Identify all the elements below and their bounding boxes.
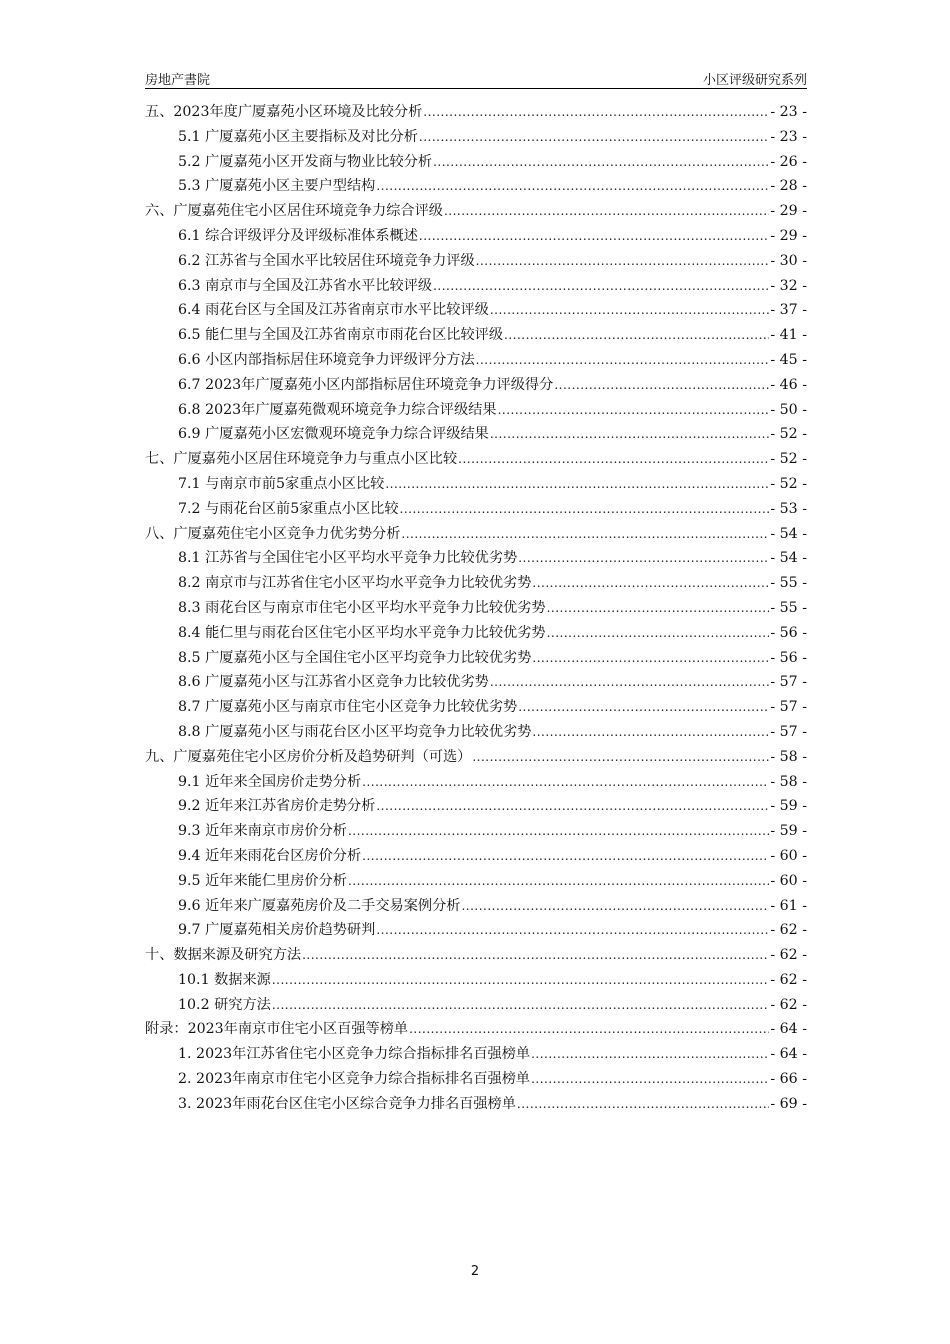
toc-entry-title: 九、广厦嘉苑住宅小区房价分析及趋势研判（可选）: [145, 748, 472, 765]
toc-dot-leader: [490, 670, 770, 695]
toc-section-entry[interactable]: [145, 770, 807, 795]
toc-entry-title: 6.1 综合评级评分及评级标准体系概述: [178, 227, 418, 244]
toc-dot-leader: [504, 323, 769, 348]
toc-entry-page: - 29 -: [770, 227, 807, 244]
toc-dot-leader: [554, 373, 769, 398]
toc-entry-title: 8.7 广厦嘉苑小区与南京市住宅小区竞争力比较优劣势: [178, 699, 518, 716]
toc-entry-title: 6.6 小区内部指标居住环境竞争力评级评分方法: [178, 351, 475, 368]
toc-section-entry[interactable]: [145, 646, 807, 671]
toc-dot-leader: [517, 1092, 769, 1117]
toc-entry-title: 8.5 广厦嘉苑小区与全国住宅小区平均竞争力比较优劣势: [178, 649, 532, 666]
toc-entry-title: 10.1 数据来源: [178, 971, 271, 988]
toc-section-entry[interactable]: [145, 844, 807, 869]
toc-section-entry[interactable]: [145, 125, 807, 150]
toc-entry-page: - 59 -: [770, 823, 807, 840]
toc-section-entry[interactable]: [145, 968, 807, 993]
toc-entry-page: - 62 -: [770, 996, 807, 1013]
toc-dot-leader: [547, 596, 770, 621]
toc-section-entry[interactable]: [145, 348, 807, 373]
toc-dot-leader: [272, 993, 769, 1018]
toc-entry-title: 6.2 江苏省与全国水平比较居住环境竞争力评级: [178, 252, 475, 269]
toc-dot-leader: [376, 918, 769, 943]
toc-entry-page: - 62 -: [770, 971, 807, 988]
toc-section-entry[interactable]: [145, 621, 807, 646]
toc-section-entry[interactable]: [145, 720, 807, 745]
toc-entry-title: 8.1 江苏省与全国住宅小区平均水平竞争力比较优劣势: [178, 550, 518, 567]
toc-dot-leader: [531, 1067, 769, 1092]
toc-section-entry[interactable]: [145, 249, 807, 274]
toc-section-entry[interactable]: [145, 224, 807, 249]
toc-chapter-entry[interactable]: [145, 522, 807, 547]
toc-dot-leader: [401, 522, 769, 547]
toc-entry-page: - 26 -: [770, 153, 807, 170]
toc-entry-title: 3. 2023年雨花台区住宅小区综合竞争力排名百强榜单: [178, 1095, 516, 1112]
toc-dot-leader: [476, 249, 770, 274]
toc-entry-page: - 64 -: [770, 1046, 807, 1063]
toc-entry-page: - 69 -: [770, 1095, 807, 1112]
toc-entry-title: 9.4 近年来雨花台区房价分析: [178, 847, 362, 864]
toc-dot-leader: [400, 497, 770, 522]
toc-entry-title: 8.8 广厦嘉苑小区与雨花台区小区平均竞争力比较优劣势: [178, 723, 532, 740]
toc-entry-title: 十、数据来源及研究方法: [145, 947, 302, 964]
toc-entry-page: - 60 -: [770, 872, 807, 889]
toc-section-entry[interactable]: [145, 894, 807, 919]
toc-entry-title: 6.9 广厦嘉苑小区宏微观环境竞争力综合评级结果: [178, 426, 489, 443]
toc-dot-leader: [423, 100, 769, 125]
toc-entry-title: 5.2 广厦嘉苑小区开发商与物业比较分析: [178, 153, 433, 170]
toc-dot-leader: [362, 770, 769, 795]
toc-section-entry[interactable]: [145, 819, 807, 844]
toc-entry-page: - 56 -: [770, 624, 807, 641]
toc-dot-leader: [531, 1042, 769, 1067]
toc-section-entry[interactable]: [145, 869, 807, 894]
toc-entry-title: 6.4 雨花台区与全国及江苏省南京市水平比较评级: [178, 302, 489, 319]
toc-entry-title: 6.8 2023年广厦嘉苑微观环境竞争力综合评级结果: [178, 401, 497, 418]
page-header: [145, 66, 807, 89]
toc-entry-title: 6.5 能仁里与全国及江苏省南京市雨花台区比较评级: [178, 327, 504, 344]
toc-entry-page: - 66 -: [770, 1071, 807, 1088]
toc-entry-page: - 54 -: [770, 550, 807, 567]
toc-section-entry[interactable]: [145, 398, 807, 423]
toc-section-entry[interactable]: [145, 150, 807, 175]
toc-entry-page: - 60 -: [770, 847, 807, 864]
toc-entry-page: - 58 -: [770, 773, 807, 790]
toc-dot-leader: [419, 125, 769, 150]
toc-dot-leader: [490, 422, 770, 447]
toc-dot-leader: [461, 894, 769, 919]
toc-dot-leader: [472, 745, 769, 770]
toc-entry-page: - 29 -: [770, 203, 807, 220]
toc-entry-title: 8.3 雨花台区与南京市住宅小区平均水平竞争力比较优劣势: [178, 599, 546, 616]
page-number: 2: [470, 1264, 480, 1279]
toc-entry-page: - 54 -: [770, 525, 807, 542]
toc-section-entry[interactable]: [145, 422, 807, 447]
toc-section-entry[interactable]: [145, 274, 807, 299]
toc-entry-page: - 46 -: [770, 376, 807, 393]
toc-dot-leader: [433, 274, 769, 299]
toc-entry-page: - 41 -: [770, 327, 807, 344]
toc-entry-page: - 57 -: [770, 699, 807, 716]
toc-entry-title: 9.5 近年来能仁里房价分析: [178, 872, 347, 889]
toc-entry-title: 9.6 近年来广厦嘉苑房价及二手交易案例分析: [178, 897, 461, 914]
table-of-contents: [145, 100, 807, 1117]
toc-chapter-entry[interactable]: [145, 745, 807, 770]
toc-entry-page: - 56 -: [770, 649, 807, 666]
toc-entry-title: 7.1 与南京市前5家重点小区比较: [178, 475, 385, 492]
toc-chapter-entry[interactable]: [145, 943, 807, 968]
toc-chapter-entry[interactable]: [145, 447, 807, 472]
toc-dot-leader: [532, 720, 769, 745]
toc-section-entry[interactable]: [145, 1092, 807, 1117]
toc-entry-page: - 61 -: [770, 897, 807, 914]
toc-section-entry[interactable]: [145, 174, 807, 199]
toc-entry-title: 8.6 广厦嘉苑小区与江苏省小区竞争力比较优劣势: [178, 674, 489, 691]
toc-chapter-entry[interactable]: [145, 199, 807, 224]
toc-section-entry[interactable]: [145, 472, 807, 497]
toc-section-entry[interactable]: [145, 695, 807, 720]
toc-entry-title: 10.2 研究方法: [178, 996, 271, 1013]
toc-section-entry[interactable]: [145, 596, 807, 621]
header-series-title: 小区评级研究系列: [702, 73, 807, 88]
toc-dot-leader: [385, 472, 769, 497]
toc-entry-page: - 52 -: [770, 475, 807, 492]
toc-entry-title: 6.3 南京市与全国及江苏省水平比较评级: [178, 277, 433, 294]
toc-entry-title: 8.2 南京市与江苏省住宅小区平均水平竞争力比较优劣势: [178, 575, 532, 592]
toc-entry-title: 9.7 广厦嘉苑相关房价趋势研判: [178, 922, 376, 939]
toc-entry-page: - 23 -: [770, 104, 807, 120]
toc-entry-title: 六、广厦嘉苑住宅小区居住环境竞争力综合评级: [145, 203, 443, 220]
header-publisher: 房地产書院: [145, 73, 211, 88]
toc-entry-page: - 55 -: [770, 599, 807, 616]
toc-entry-page: - 62 -: [770, 947, 807, 964]
toc-entry-page: - 58 -: [770, 748, 807, 765]
toc-section-entry[interactable]: [145, 1042, 807, 1067]
toc-entry-title: 6.7 2023年广厦嘉苑小区内部指标居住环境竞争力评级得分: [178, 376, 554, 393]
toc-dot-leader: [444, 199, 769, 224]
toc-section-entry[interactable]: [145, 497, 807, 522]
toc-entry-page: - 28 -: [770, 178, 807, 195]
toc-dot-leader: [272, 968, 769, 993]
toc-entry-page: - 53 -: [770, 500, 807, 517]
toc-entry-title: 5.3 广厦嘉苑小区主要户型结构: [178, 178, 376, 195]
toc-section-entry[interactable]: [145, 373, 807, 398]
toc-section-entry[interactable]: [145, 918, 807, 943]
toc-dot-leader: [433, 150, 769, 175]
toc-entry-title: 2. 2023年南京市住宅小区竞争力综合指标排名百强榜单: [178, 1071, 531, 1088]
toc-entry-page: - 45 -: [770, 351, 807, 368]
toc-entry-page: - 57 -: [770, 674, 807, 691]
toc-entry-page: - 23 -: [770, 128, 807, 145]
toc-section-entry[interactable]: [145, 794, 807, 819]
toc-dot-leader: [518, 546, 769, 571]
toc-entry-page: - 64 -: [770, 1021, 807, 1038]
toc-entry-page: - 59 -: [770, 798, 807, 815]
toc-entry-title: 8.4 能仁里与雨花台区住宅小区平均水平竞争力比较优劣势: [178, 624, 546, 641]
toc-dot-leader: [302, 943, 769, 968]
toc-entry-title: 五、2023年度广厦嘉苑小区环境及比较分析: [145, 104, 423, 120]
toc-entry-title: 七、广厦嘉苑小区居住环境竞争力与重点小区比较: [145, 451, 458, 468]
toc-dot-leader: [498, 398, 770, 423]
toc-entry-page: - 62 -: [770, 922, 807, 939]
toc-entry-title: 7.2 与雨花台区前5家重点小区比较: [178, 500, 399, 517]
toc-chapter-entry[interactable]: [145, 100, 807, 125]
toc-entry-page: - 55 -: [770, 575, 807, 592]
toc-dot-leader: [376, 794, 769, 819]
toc-dot-leader: [409, 1017, 769, 1042]
toc-dot-leader: [476, 348, 770, 373]
toc-dot-leader: [490, 298, 770, 323]
toc-entry-page: - 52 -: [770, 451, 807, 468]
toc-chapter-entry[interactable]: [145, 1017, 807, 1042]
toc-dot-leader: [547, 621, 770, 646]
toc-entry-page: - 32 -: [770, 277, 807, 294]
toc-entry-page: - 37 -: [770, 302, 807, 319]
toc-entry-page: - 52 -: [770, 426, 807, 443]
toc-dot-leader: [362, 844, 769, 869]
toc-dot-leader: [348, 819, 769, 844]
toc-dot-leader: [458, 447, 769, 472]
toc-entry-title: 9.2 近年来江苏省房价走势分析: [178, 798, 376, 815]
toc-entry-page: - 50 -: [770, 401, 807, 418]
toc-entry-page: - 30 -: [770, 252, 807, 269]
toc-section-entry[interactable]: [145, 1067, 807, 1092]
toc-entry-title: 1. 2023年江苏省住宅小区竞争力综合指标排名百强榜单: [178, 1046, 531, 1063]
toc-section-entry[interactable]: [145, 670, 807, 695]
toc-section-entry[interactable]: [145, 571, 807, 596]
toc-section-entry[interactable]: [145, 546, 807, 571]
toc-dot-leader: [518, 695, 769, 720]
toc-section-entry[interactable]: [145, 993, 807, 1018]
toc-entry-page: - 57 -: [770, 723, 807, 740]
toc-dot-leader: [348, 869, 769, 894]
toc-entry-title: 9.3 近年来南京市房价分析: [178, 823, 347, 840]
toc-entry-title: 9.1 近年来全国房价走势分析: [178, 773, 362, 790]
toc-dot-leader: [419, 224, 769, 249]
toc-entry-title: 附录：2023年南京市住宅小区百强等榜单: [145, 1021, 409, 1038]
toc-entry-title: 5.1 广厦嘉苑小区主要指标及对比分析: [178, 128, 418, 145]
toc-entry-title: 八、广厦嘉苑住宅小区竞争力优劣势分析: [145, 525, 401, 542]
toc-dot-leader: [532, 571, 769, 596]
toc-dot-leader: [532, 646, 769, 671]
toc-section-entry[interactable]: [145, 323, 807, 348]
toc-dot-leader: [376, 174, 769, 199]
toc-section-entry[interactable]: [145, 298, 807, 323]
